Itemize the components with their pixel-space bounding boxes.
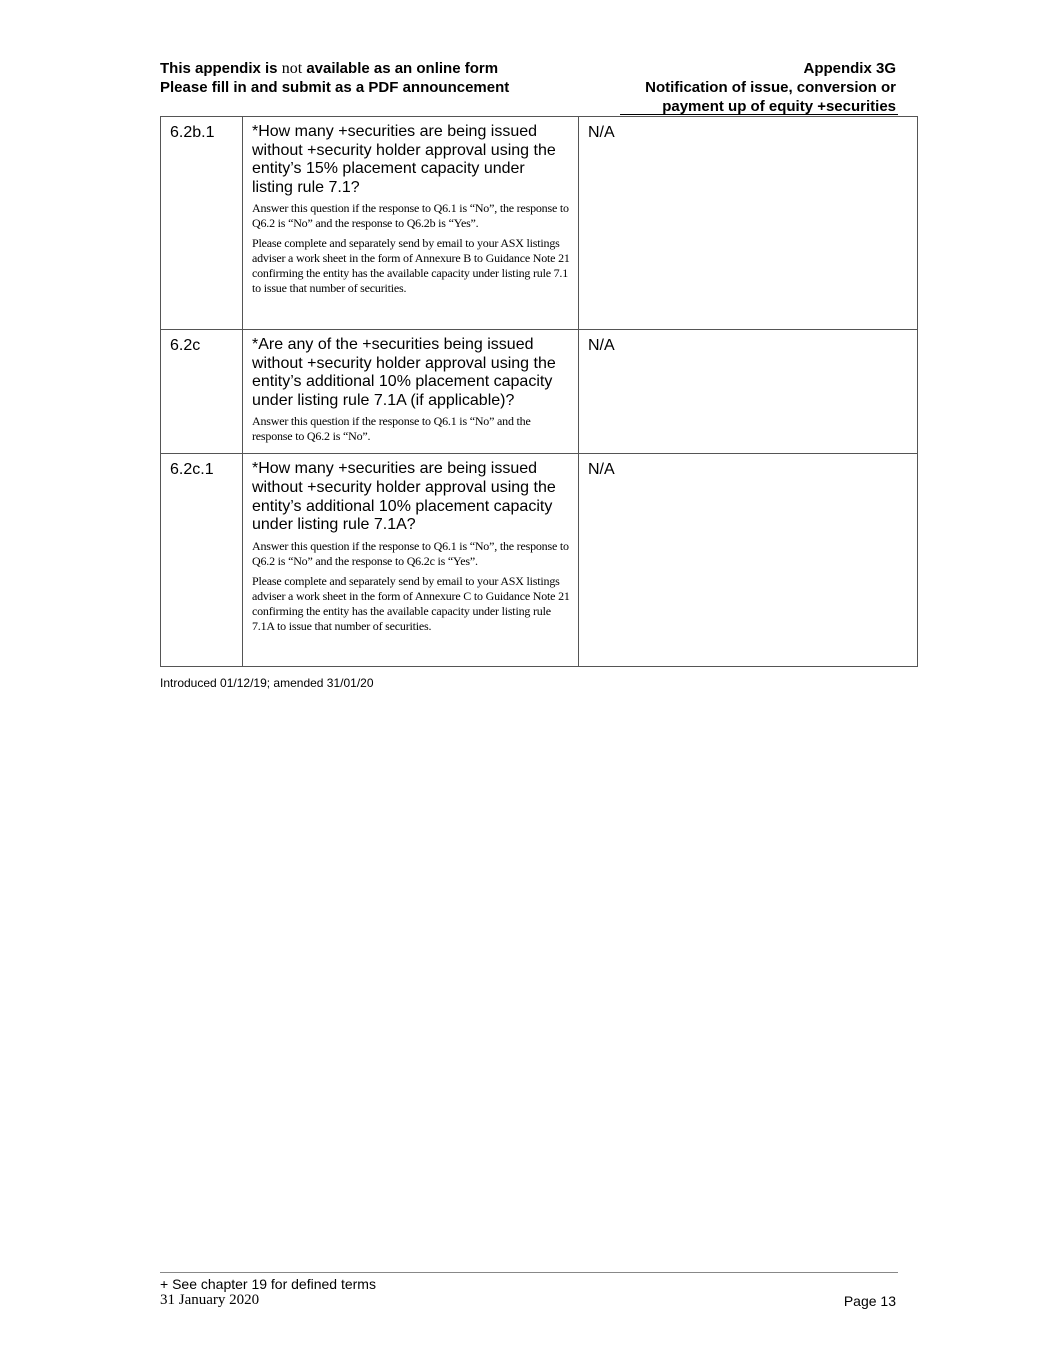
header-availability-pre: This appendix is [160,60,282,77]
question-instruction: Answer this question if the response to Q6.1 is “No” and the response to Q6.2 is “No”. [252,414,531,444]
header-left [160,59,509,97]
question-worksheet-note: Please complete and separately send by email to your ASX listings adviser a work sheet in the form of Annexure C to Guidance Note 21 confirming the entity has the available capacity under listing rule 7.1A to issue that number of securities. [252,573,570,633]
answer-text: N/A [588,461,615,479]
answer-cell [579,330,918,454]
table-row [161,330,918,454]
header-availability-not: not [281,60,303,77]
question-cell [243,330,579,454]
question-instruction: Answer this question if the response to Q6.1 is “No”, the response to Q6.2 is “No” and the response to Q6.2b is “Yes”. [252,201,569,231]
question-number-cell [161,330,243,454]
question-number: 6.2b.1 [170,124,215,141]
appendix-title: Appendix 3G [803,60,896,77]
question-worksheet-note: Please complete and separately send by email to your ASX listings adviser a work sheet in the form of Annexure B to Guidance Note 21 confirming the entity has the available capacity under listing rule 7.1 to issue that number of securities. [252,236,570,296]
question-text: *How many +securities are being issued without +security holder approval using the entity’s additional 10% placement capacity under listing rule 7.1A? [252,460,556,534]
question-number: 6.2c [170,337,201,354]
question-cell [243,117,579,330]
table-row [161,117,918,330]
page-header [160,59,896,115]
appendix-subtitle-line1: Notification of issue, conversion or [645,79,896,96]
footer-date: 31 January 2020 [160,1292,260,1308]
answer-cell [579,454,918,667]
question-text: *Are any of the +securities being issued without +security holder approval using the entity’s additional 10% placement capacity under listing rule 7.1A (if applicable)? [252,336,556,409]
answer-text: N/A [588,124,615,141]
question-number-cell [161,454,243,667]
header-availability-post: available as an online form [302,60,499,77]
question-number-cell [161,117,243,330]
answer-text: N/A [588,337,615,354]
appendix-subtitle-line2: payment up of equity +securities [662,98,896,115]
answer-cell [579,117,918,330]
header-right [645,59,896,116]
question-cell [243,454,579,667]
introduced-note: Introduced 01/12/19; amended 31/01/20 [160,676,374,690]
question-number: 6.2c.1 [170,461,214,479]
question-instruction: Answer this question if the response to Q6.1 is “No”, the response to Q6.2 is “No” and the response to Q6.2c is “Yes”. [252,538,569,568]
header-availability-line [160,59,509,78]
question-table [160,116,918,667]
table-row [161,454,918,667]
footer-defined-terms: + See chapter 19 for defined terms [160,1276,376,1292]
page-number: Page 13 [843,1293,896,1309]
header-instruction-line: Please fill in and submit as a PDF announcement [160,79,510,96]
header-underline [620,114,898,115]
question-text: *How many +securities are being issued without +security holder approval using the entity’s 15% placement capacity under listing rule 7.1? [252,123,556,196]
footer-divider [160,1272,898,1273]
